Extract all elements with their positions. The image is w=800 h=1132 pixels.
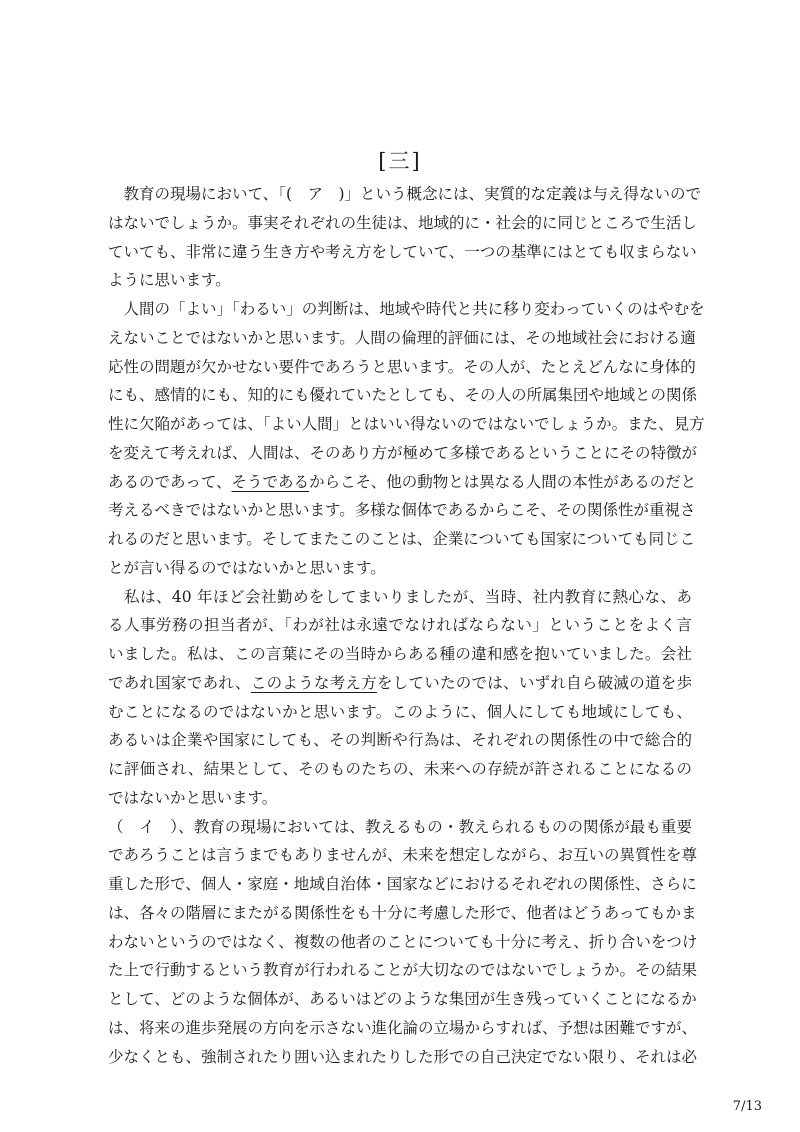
paragraph-1 <box>108 180 702 295</box>
text-line: むことになるのではないかと思います。このように、個人にしても地域にしても、 <box>108 702 692 721</box>
text-line: 少なくとも、強制されたり囲い込まれたりした形での自己決定でない限り、それは必 <box>108 1047 698 1066</box>
text-line: 応性の問題が欠かせない要件であろうと思います。その人が、たとえどんなに身体的 <box>108 357 696 376</box>
text-line: 人間の「よい」「わるい」の判断は、地域や時代と共に移り変わっていくのはやむを <box>108 300 705 318</box>
text-line: ように思います。 <box>108 271 231 290</box>
text-line: に評価され、結果として、そのものたちの、未来への存続が許されることになるの <box>108 760 692 778</box>
text-line: とが言い得るのではないかと思います。 <box>108 558 386 577</box>
text-line: ていても、非常に違う生き方や考え方をしていて、一つの基準にはとても収まらない <box>108 242 697 261</box>
body-text <box>108 180 705 1071</box>
text-line: 考えるべきではないかと思います。多様な個体であるからこそ、その関係性が重視さ <box>108 501 696 520</box>
text-line: であろうことは言うまでもありませんが、未来を想定しながら、お互いの異質性を尊 <box>108 846 698 865</box>
text-line-with-underline <box>108 468 697 497</box>
text-line: にも、感情的にも、知的にも優れていたとしても、その人の所属集団や地域との関係 <box>108 386 698 405</box>
line-segment: であれ国家であれ、 <box>108 673 251 692</box>
line-segment: あるのであって、 <box>108 472 232 491</box>
text-line: た上で行動するという教育が行われることが大切なのではないでしょうか。その結果 <box>108 961 698 980</box>
paragraph-3 <box>108 583 692 813</box>
text-line: はないでしょうか。事実それぞれの生徒は、地域的に・社会的に同じところで生活し <box>108 213 697 232</box>
text-line: ではないかと思います。 <box>108 788 278 807</box>
text-line: 教育の現場において、「( ア )」という概念には、実質的な定義は与え得ないので <box>108 185 702 203</box>
text-line: る人事労務の担当者が、「わが社は永遠でなければならない」ということをよく言 <box>108 616 692 635</box>
text-line: あるいは企業や国家にしても、その判断や行為は、それぞれの関係性の中で総合的 <box>108 731 692 750</box>
underlined-phrase: このような考え方 <box>250 673 377 692</box>
text-line: は、将来の進歩発展の方向を示さない進化論の立場からすれば、予想は困難ですが、 <box>108 1018 698 1037</box>
text-line: は、各々の階層にまたがる関係性をも十分に考慮した形で、他者はどうあってもかま <box>108 903 697 922</box>
paragraph-2 <box>108 295 705 583</box>
text-line: 重した形で、個人・家庭・地域自治体・国家などにおけるそれぞれの関係性、さらに <box>108 875 697 893</box>
text-line-with-underline <box>108 669 692 698</box>
text-line: わないというのではなく、複数の他者のことについても十分に考え、折り合いをつけ <box>108 932 698 951</box>
text-line: （ イ ）、教育の現場においては、教えるもの・教えられるものの関係が最も重要 <box>108 817 692 836</box>
paragraph-4 <box>108 813 698 1072</box>
text-line: えないことではないかと思います。人間の倫理的評価には、その地域社会における適 <box>108 328 696 347</box>
underlined-phrase: そうである <box>231 472 310 491</box>
line-segment: をしていたのでは、いずれ自ら破滅の道を歩 <box>376 673 692 692</box>
text-line: を変えて考えれば、人間は、そのあり方が極めて多様であるということにその特徴が <box>108 443 698 462</box>
page-number: 7/13 <box>732 1099 762 1114</box>
section-heading: [三] <box>378 149 422 173</box>
text-line: いました。私は、この言葉にその当時からある種の違和感を抱いていました。会社 <box>108 645 692 663</box>
text-line: 性に欠陥があっては、「よい人間」とはいい得ないのではないでしょうか。また、見方 <box>108 415 705 433</box>
text-line: れるのだと思います。そしてまたこのことは、企業についても国家についても同じこ <box>108 530 696 548</box>
text-line: 私は、40 年ほど会社勤めをしてまいりましたが、当時、社内教育に熱心な、あ <box>108 587 692 606</box>
line-segment: からこそ、他の動物とは異なる人間の本性があるのだと <box>309 472 697 491</box>
text-line: として、どのような個体が、あるいはどのような集団が生き残っていくことになるか <box>108 990 697 1008</box>
